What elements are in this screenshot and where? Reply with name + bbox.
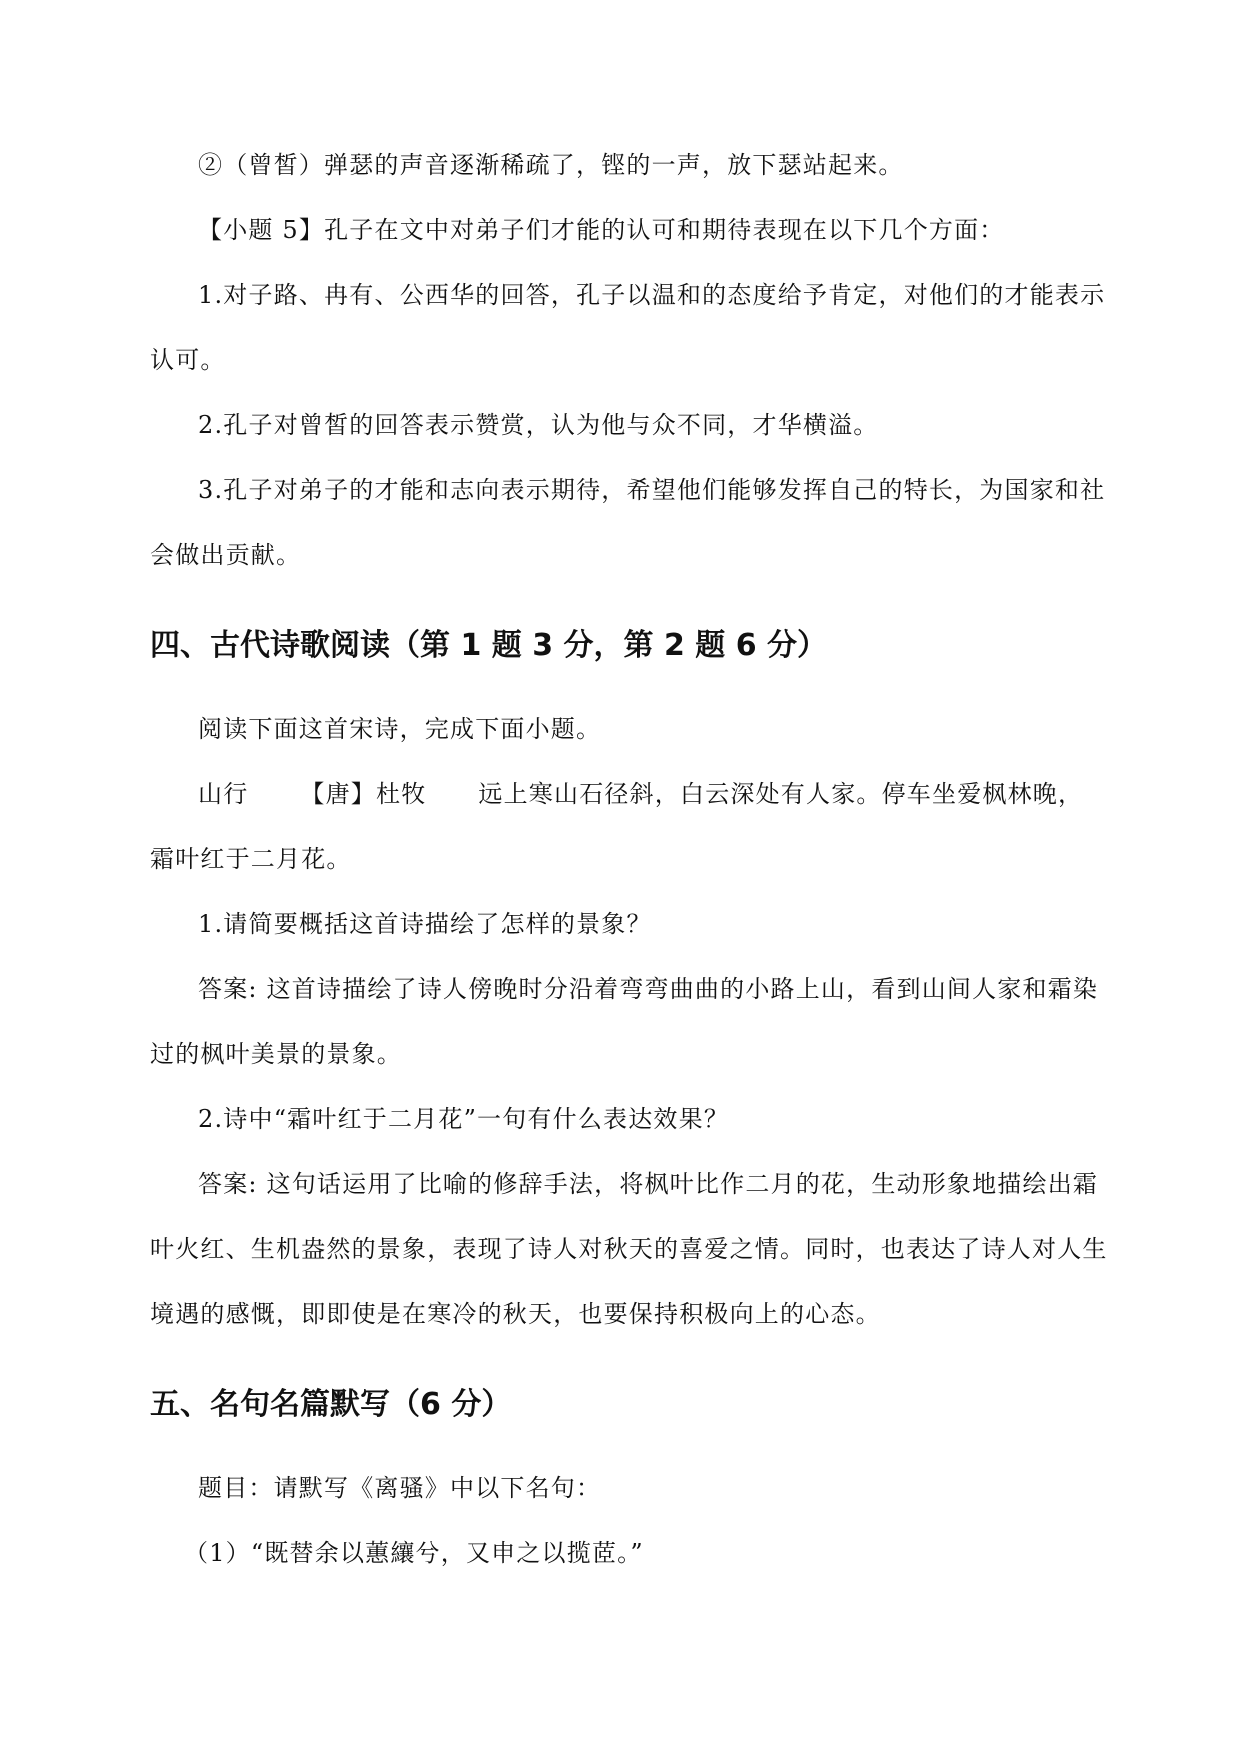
answer-2-line-b: 叶火红、生机盎然的景象，表现了诗人对秋天的喜爱之情。同时，也表达了诗人对人生: [150, 1235, 1108, 1263]
answer-1-line-a: 答案: 这首诗描绘了诗人傍晚时分沿着弯弯曲曲的小路上山，看到山间人家和霜染: [198, 975, 1099, 1003]
section-5-heading: 五、名句名篇默写（6 分）: [150, 1387, 512, 1422]
answer-2-line-c: 境遇的感慨，即即使是在寒冷的秋天，也要保持积极向上的心态。: [150, 1300, 881, 1328]
poem-author: 【唐】杜牧: [300, 780, 427, 808]
point-3-line-a: 3.孔子对弟子的才能和志向表示期待，希望他们能够发挥自己的特长，为国家和社: [198, 476, 1106, 504]
section-5-prompt: 题目：请默写《离骚》中以下名句：: [198, 1474, 602, 1502]
recitation-item-1: （1）“既替余以蕙纕兮，又申之以揽茝。”: [184, 1539, 644, 1567]
section-4-heading: 四、古代诗歌阅读（第 1 题 3 分，第 2 题 6 分）: [150, 628, 828, 663]
poem-line-a: [198, 777, 1098, 811]
question-1: 1.请简要概括这首诗描绘了怎样的景象？: [198, 910, 652, 938]
poem-body-b: 霜叶红于二月花。: [150, 845, 352, 873]
point-1-line-b: 认可。: [150, 346, 226, 374]
section-4-intro: 阅读下面这首宋诗，完成下面小题。: [198, 715, 602, 743]
poem-body-a: 远上寒山石径斜，白云深处有人家。停车坐爱枫林晚，: [478, 780, 1084, 808]
answer-1-line-b: 过的枫叶美景的景象。: [150, 1040, 402, 1068]
point-2: 2.孔子对曾皙的回答表示赞赏，认为他与众不同，才华横溢。: [198, 411, 879, 439]
poem-title: 山行: [198, 780, 249, 808]
point-1-line-a: 1.对子路、冉有、公西华的回答，孔子以温和的态度给予肯定，对他们的才能表示: [198, 281, 1106, 309]
answer-2-line-a: 答案: 这句话运用了比喻的修辞手法，将枫叶比作二月的花，生动形象地描绘出霜: [198, 1170, 1099, 1198]
subquestion-5-title: 【小题 5】孔子在文中对弟子们才能的认可和期待表现在以下几个方面：: [198, 216, 1005, 244]
answer-line-2: ②（曾皙）弹瑟的声音逐渐稀疏了，铿的一声，放下瑟站起来。: [198, 151, 904, 179]
point-3-line-b: 会做出贡献。: [150, 541, 302, 569]
question-2: 2.诗中“霜叶红于二月花”一句有什么表达效果？: [198, 1105, 730, 1133]
